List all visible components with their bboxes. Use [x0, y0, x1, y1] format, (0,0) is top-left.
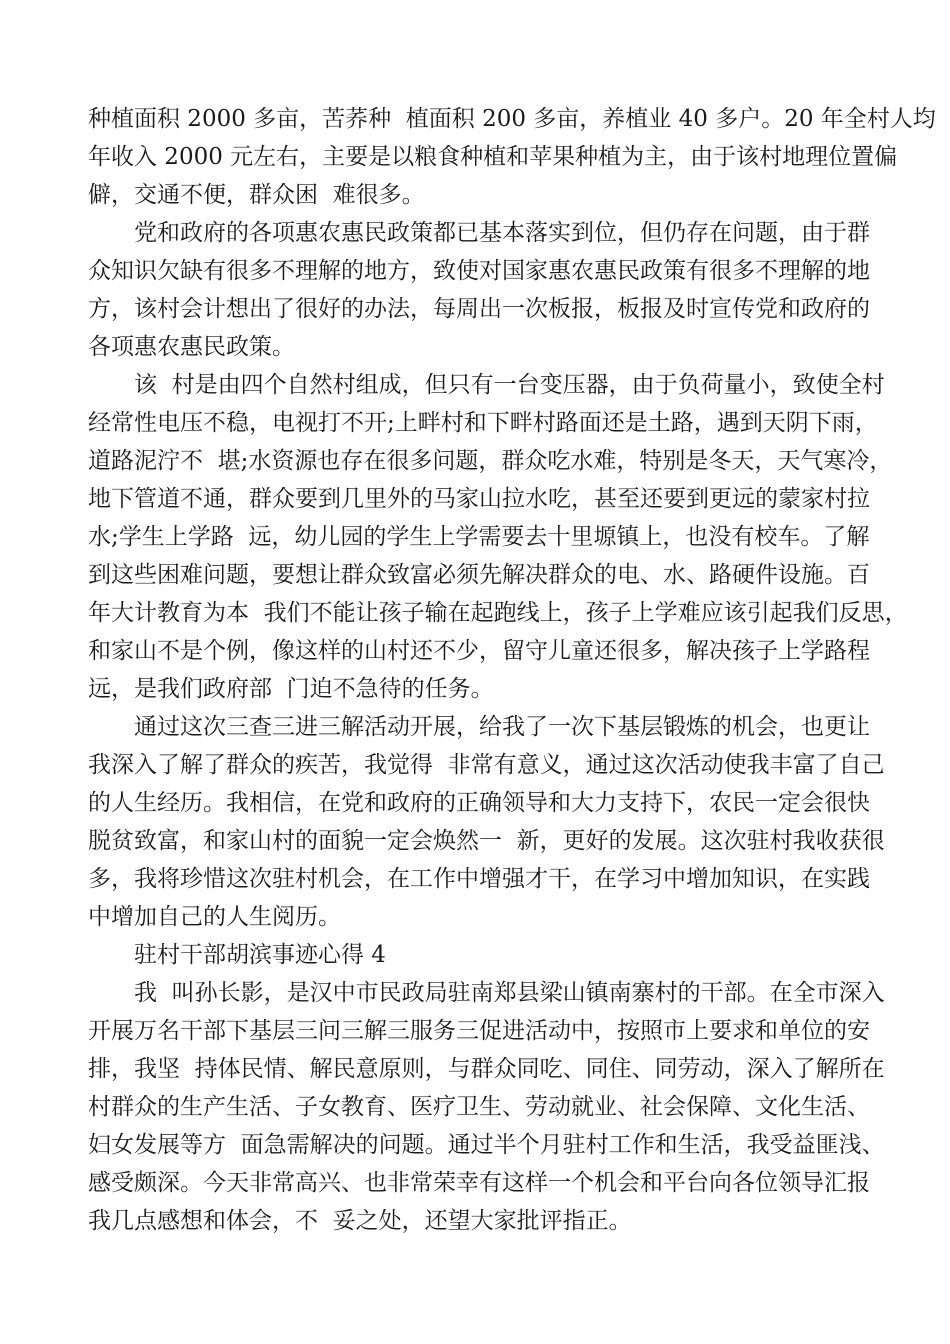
text-line: 年收入 2000 元左右，主要是以粮食种植和苹果种植为主，由于该村地理位置偏	[88, 144, 898, 170]
text-line: 妇女发展等方 面急需解决的问题。通过半个月驻村工作和生活，我受益匪浅、	[88, 1132, 885, 1158]
paragraph-1	[88, 100, 936, 214]
text-line: 排，我坚 持体民情、解民意原则，与群众同吃、同住、同劳动，深入了解所在	[88, 1056, 885, 1082]
text-line: 方，该村会计想出了很好的办法，每周出一次板报，板报及时宣传党和政府的	[88, 296, 870, 322]
text-line: 中增加自己的人生阅历。	[88, 904, 341, 930]
text-line: 各项惠农惠民政策。	[88, 334, 295, 360]
text-line: 感受颇深。今天非常高兴、也非常荣幸有这样一个机会和平台向各位领导汇报	[88, 1170, 870, 1196]
text-line: 种植面积 2000 多亩，苦荞种 植面积 200 多亩，养植业 40 多户。20 年全村人均	[88, 106, 936, 132]
text-line: 水;学生上学路 远，幼儿园的学生上学需要去十里塬镇上，也没有校车。了解	[88, 524, 870, 550]
text-line: 到这些困难问题，要想让群众致富必须先解决群众的电、水、路硬件设施。百	[88, 562, 870, 588]
paragraph-4	[88, 708, 885, 936]
text-line: 道路泥泞不 堪;水资源也存在很多问题，群众吃水难，特别是冬天，天气寒冷，	[88, 448, 893, 474]
text-line: 党和政府的各项惠农惠民政策都已基本落实到位，但仍存在问题，由于群	[134, 220, 870, 246]
text-line: 开展万名干部下基层三问三解三服务三促进活动中，按照市上要求和单位的安	[88, 1018, 870, 1044]
text-line: 我几点感想和体会，不 妥之处，还望大家批评指正。	[88, 1208, 632, 1234]
text-line: 远，是我们政府部 门迫不急待的任务。	[88, 676, 494, 702]
text-line: 年大计教育为本 我们不能让孩子输在起跑线上，孩子上学难应该引起我们反思，	[88, 600, 908, 626]
text-line: 我 叫孙长影，是汉中市民政局驻南郑县梁山镇南寨村的干部。在全市深入	[134, 980, 885, 1006]
text-line: 众知识欠缺有很多不理解的地方，致使对国家惠农惠民政策有很多不理解的地	[88, 258, 870, 284]
text-line: 村群众的生产生活、子女教育、医疗卫生、劳动就业、社会保障、文化生活、	[88, 1094, 870, 1120]
text-line: 多，我将珍惜这次驻村机会，在工作中增强才干，在学习中增加知识，在实践	[88, 866, 870, 892]
text-line: 经常性电压不稳，电视打不开;上畔村和下畔村路面还是土路，遇到天阴下雨，	[88, 410, 878, 436]
text-line: 该 村是由四个自然村组成，但只有一台变压器，由于负荷量小，致使全村	[134, 372, 885, 398]
text-line: 我深入了解了群众的疾苦，我觉得 非常有意义，通过这次活动使我丰富了自己	[88, 752, 885, 778]
text-line: 和家山不是个例，像这样的山村还不少，留守儿童还很多，解决孩子上学路程	[88, 638, 870, 664]
text-line: 僻，交通不便，群众困 难很多。	[88, 182, 425, 208]
paragraph-3	[88, 366, 908, 708]
text-line: 的人生经历。我相信，在党和政府的正确领导和大力支持下，农民一定会很快	[88, 790, 870, 816]
text-line: 地下管道不通，群众要到几里外的马家山拉水吃，甚至还要到更远的蒙家村拉	[88, 486, 870, 512]
paragraph-5	[88, 974, 885, 1240]
document-body	[88, 100, 936, 1240]
text-line: 通过这次三查三进三解活动开展，给我了一次下基层锻炼的机会，也更让	[134, 714, 870, 740]
section-heading: 驻村干部胡滨事迹心得 4	[134, 942, 386, 968]
text-line: 脱贫致富，和家山村的面貌一定会焕然一 新，更好的发展。这次驻村我收获很	[88, 828, 885, 854]
paragraph-2	[88, 214, 868, 366]
